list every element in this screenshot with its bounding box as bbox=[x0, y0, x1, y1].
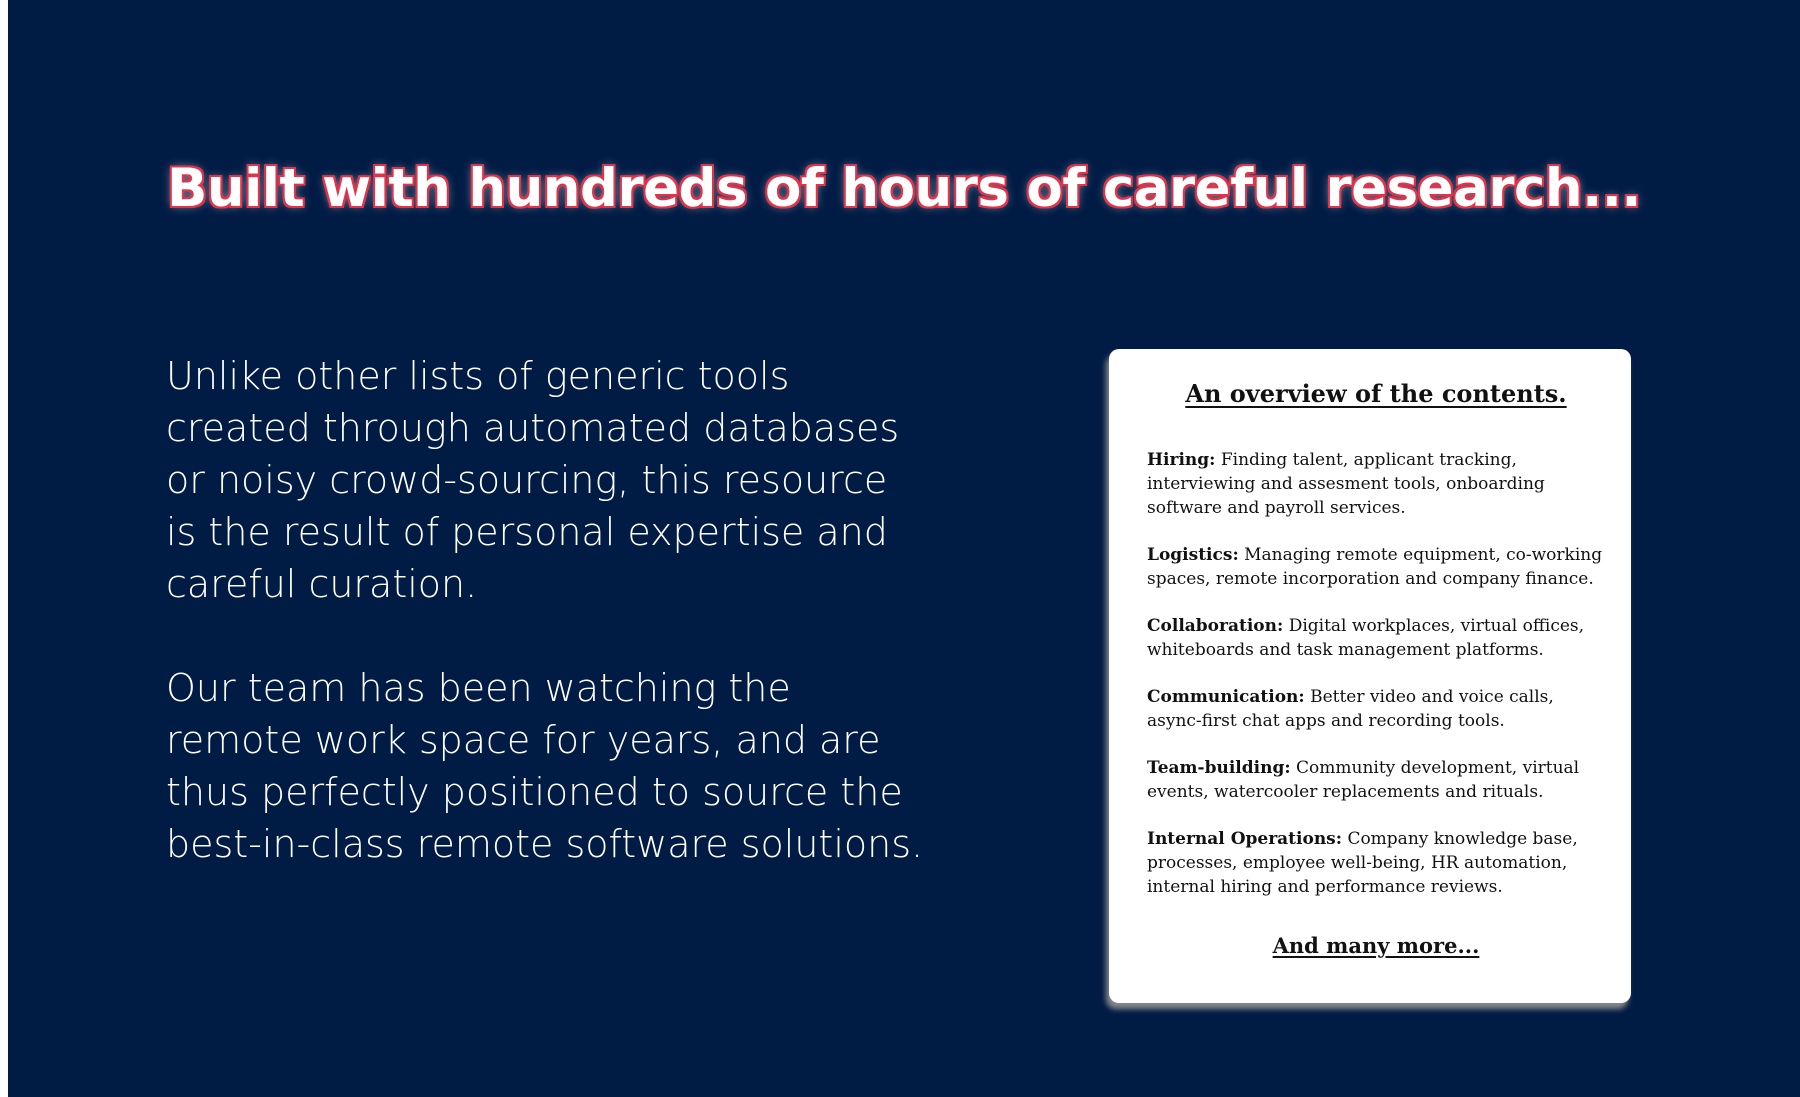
section-team-building bbox=[1147, 756, 1605, 804]
section-hiring bbox=[1147, 448, 1605, 520]
section-name: Hiring: bbox=[1147, 450, 1216, 470]
headline: Built with hundreds of hours of careful research... bbox=[166, 158, 1642, 219]
overview-title: An overview of the contents. bbox=[1185, 379, 1567, 408]
section-name: Communication: bbox=[1147, 687, 1305, 707]
intro-paragraph-2: Our team has been watching the remote work space for years, and are thus perfectly positioned to source the best-in-class remote software solutions. bbox=[166, 666, 924, 866]
section-description: Community development, virtual events, watercooler replacements and rituals. bbox=[1147, 758, 1580, 802]
section-logistics bbox=[1147, 543, 1605, 591]
and-many-more-text: And many more... bbox=[1272, 933, 1480, 958]
section-description: Managing remote equipment, co-working spaces, remote incorporation and company finance. bbox=[1147, 545, 1603, 589]
intro-text bbox=[166, 350, 926, 922]
section-description: Company knowledge base, processes, employee well-being, HR automation, internal hiring and performance reviews. bbox=[1147, 829, 1578, 897]
section-description: Finding talent, applicant tracking, interviewing and assesment tools, onboarding software and payroll services. bbox=[1147, 450, 1545, 518]
section-name: Internal Operations: bbox=[1147, 829, 1343, 849]
section-description: Digital workplaces, virtual offices, whiteboards and task management platforms. bbox=[1147, 616, 1585, 660]
section-description: Better video and voice calls, async-first chat apps and recording tools. bbox=[1147, 687, 1554, 731]
section-name: Logistics: bbox=[1147, 545, 1239, 565]
overview-card bbox=[1109, 349, 1631, 1003]
section-name: Collaboration: bbox=[1147, 616, 1284, 636]
section-name: Team-building: bbox=[1147, 758, 1291, 778]
intro-paragraph-1: Unlike other lists of generic tools created through automated databases or noisy crowd-sourcing, this resource is the result of personal expertise and careful curation. bbox=[166, 354, 900, 606]
section-collaboration bbox=[1147, 614, 1605, 662]
section-internal-operations bbox=[1147, 827, 1605, 899]
page-section bbox=[8, 0, 1800, 1097]
section-communication bbox=[1147, 685, 1605, 733]
